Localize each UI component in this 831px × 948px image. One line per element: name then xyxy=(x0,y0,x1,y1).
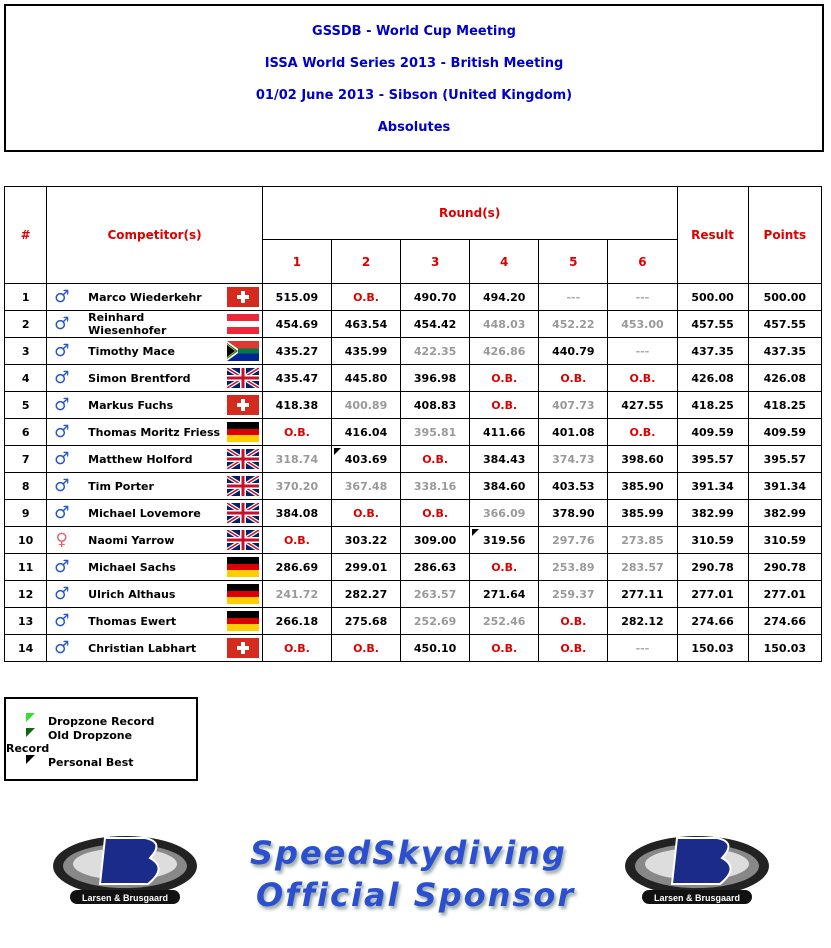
switzerland-flag-icon xyxy=(227,395,259,415)
male-icon: ♂ xyxy=(54,611,70,631)
legend-dropzone-record: Dropzone Record xyxy=(48,715,155,728)
round-4-score: 366.09 xyxy=(470,500,539,527)
round-4-score: 411.66 xyxy=(470,419,539,446)
uk-flag-icon xyxy=(227,503,259,523)
personal-best-marker xyxy=(26,755,35,764)
rank-cell: 12 xyxy=(5,581,47,608)
rounds-header: Round(s) xyxy=(262,187,677,240)
male-icon: ♂ xyxy=(54,395,70,415)
germany-flag-icon xyxy=(227,584,259,604)
round-6-score: 453.00 xyxy=(608,311,677,338)
austria-flag-icon xyxy=(227,314,259,334)
round-4-score: 271.64 xyxy=(470,581,539,608)
rank-cell: 13 xyxy=(5,608,47,635)
table-row xyxy=(5,500,822,527)
round-2-score: 299.01 xyxy=(331,554,400,581)
flag-cell xyxy=(225,311,263,338)
results-table xyxy=(4,186,822,662)
flag-cell xyxy=(225,338,263,365)
round-1-score: 318.74 xyxy=(262,446,331,473)
result-cell: 418.25 xyxy=(677,392,748,419)
round-5-score: 374.73 xyxy=(539,446,608,473)
result-cell: 290.78 xyxy=(677,554,748,581)
round-4-score: 426.86 xyxy=(470,338,539,365)
competitor-name: Thomas Moritz Friess xyxy=(76,419,225,446)
switzerland-flag-icon xyxy=(227,287,259,307)
round-3-score: 309.00 xyxy=(401,527,470,554)
table-row xyxy=(5,392,822,419)
round-6-score: 385.90 xyxy=(608,473,677,500)
points-cell: 409.59 xyxy=(748,419,821,446)
round-1-score: 435.47 xyxy=(262,365,331,392)
round-3-score: 408.83 xyxy=(401,392,470,419)
old-dropzone-record-marker xyxy=(26,728,35,737)
rank-cell: 8 xyxy=(5,473,47,500)
gender-cell xyxy=(47,554,76,581)
larsen-brusgaard-logo-right xyxy=(622,828,772,908)
table-row xyxy=(5,608,822,635)
south-africa-flag-icon xyxy=(227,341,259,361)
table-row xyxy=(5,581,822,608)
logo-caption-right: Larsen & Brusgaard xyxy=(653,893,741,903)
legend-record: Record xyxy=(6,742,50,755)
round-1-score: 241.72 xyxy=(262,581,331,608)
round-5-header: 5 xyxy=(539,240,608,284)
competitor-name: Marco Wiederkehr xyxy=(76,284,225,311)
points-cell: 395.57 xyxy=(748,446,821,473)
round-5-score: 401.08 xyxy=(539,419,608,446)
female-icon: ♀ xyxy=(55,530,68,550)
male-icon: ♂ xyxy=(54,422,70,442)
round-5-score: 378.90 xyxy=(539,500,608,527)
round-6-score: O.B. xyxy=(608,365,677,392)
round-6-score: 385.99 xyxy=(608,500,677,527)
round-5-score: 253.89 xyxy=(539,554,608,581)
table-row xyxy=(5,311,822,338)
round-2-score: 367.48 xyxy=(331,473,400,500)
result-cell: 310.59 xyxy=(677,527,748,554)
legend xyxy=(4,697,198,781)
round-6-score: O.B. xyxy=(608,419,677,446)
points-cell: 418.25 xyxy=(748,392,821,419)
round-5-score: O.B. xyxy=(539,608,608,635)
male-icon: ♂ xyxy=(54,503,70,523)
round-2-score: 445.80 xyxy=(331,365,400,392)
round-5-score: 452.22 xyxy=(539,311,608,338)
rank-cell: 4 xyxy=(5,365,47,392)
result-cell: 395.57 xyxy=(677,446,748,473)
table-row xyxy=(5,284,822,311)
male-icon: ♂ xyxy=(54,287,70,307)
round-5-score: --- xyxy=(539,284,608,311)
round-1-score: 418.38 xyxy=(262,392,331,419)
result-cell: 500.00 xyxy=(677,284,748,311)
male-icon: ♂ xyxy=(54,584,70,604)
date-location: 01/02 June 2013 - Sibson (United Kingdom) xyxy=(255,88,573,103)
round-2-score: 416.04 xyxy=(331,419,400,446)
round-1-score: 266.18 xyxy=(262,608,331,635)
competitor-name: Ulrich Althaus xyxy=(76,581,225,608)
gender-cell xyxy=(47,473,76,500)
male-icon: ♂ xyxy=(54,341,70,361)
gender-cell xyxy=(47,500,76,527)
round-3-score: 490.70 xyxy=(401,284,470,311)
points-cell: 382.99 xyxy=(748,500,821,527)
table-row xyxy=(5,365,822,392)
round-2-score: 435.99 xyxy=(331,338,400,365)
gender-cell xyxy=(47,419,76,446)
dropzone-record-marker xyxy=(26,713,35,722)
round-4-score: 319.56 xyxy=(470,527,539,554)
flag-cell xyxy=(225,446,263,473)
flag-cell xyxy=(225,419,263,446)
round-1-score: O.B. xyxy=(262,527,331,554)
gender-cell xyxy=(47,635,76,662)
round-1-score: 454.69 xyxy=(262,311,331,338)
round-2-score: 275.68 xyxy=(331,608,400,635)
competitor-name: Thomas Ewert xyxy=(76,608,225,635)
round-4-score: 252.46 xyxy=(470,608,539,635)
points-header: Points xyxy=(748,187,821,284)
round-3-header: 3 xyxy=(401,240,470,284)
sponsor-line-1: SpeedSkydiving xyxy=(250,834,567,872)
table-row xyxy=(5,446,822,473)
uk-flag-icon xyxy=(227,530,259,550)
gender-cell xyxy=(47,446,76,473)
competitor-name: Christian Labhart xyxy=(76,635,225,662)
competitor-name: Michael Sachs xyxy=(76,554,225,581)
series-title: ISSA World Series 2013 - British Meeting xyxy=(264,56,564,71)
rank-cell: 1 xyxy=(5,284,47,311)
round-1-header: 1 xyxy=(262,240,331,284)
round-1-score: 384.08 xyxy=(262,500,331,527)
result-cell: 409.59 xyxy=(677,419,748,446)
rank-cell: 11 xyxy=(5,554,47,581)
points-cell: 290.78 xyxy=(748,554,821,581)
points-cell: 437.35 xyxy=(748,338,821,365)
rank-cell: 5 xyxy=(5,392,47,419)
legend-personal-best: Personal Best xyxy=(48,756,134,769)
flag-cell xyxy=(225,392,263,419)
rank-header: # xyxy=(5,187,47,284)
round-2-score: 463.54 xyxy=(331,311,400,338)
round-4-header: 4 xyxy=(470,240,539,284)
flag-cell xyxy=(225,581,263,608)
points-cell: 274.66 xyxy=(748,608,821,635)
switzerland-flag-icon xyxy=(227,638,259,658)
round-4-score: 494.20 xyxy=(470,284,539,311)
round-1-score: 370.20 xyxy=(262,473,331,500)
rank-cell: 7 xyxy=(5,446,47,473)
points-cell: 310.59 xyxy=(748,527,821,554)
round-2-score: O.B. xyxy=(331,284,400,311)
rank-cell: 14 xyxy=(5,635,47,662)
round-1-score: O.B. xyxy=(262,635,331,662)
points-cell: 457.55 xyxy=(748,311,821,338)
points-cell: 426.08 xyxy=(748,365,821,392)
result-cell: 426.08 xyxy=(677,365,748,392)
result-header: Result xyxy=(677,187,748,284)
uk-flag-icon xyxy=(227,476,259,496)
gender-cell xyxy=(47,392,76,419)
round-3-score: 263.57 xyxy=(401,581,470,608)
flag-cell xyxy=(225,500,263,527)
meeting-title: GSSDB - World Cup Meeting xyxy=(312,24,516,39)
flag-cell xyxy=(225,554,263,581)
competitor-name: Michael Lovemore xyxy=(76,500,225,527)
male-icon: ♂ xyxy=(54,638,70,658)
round-2-score: 303.22 xyxy=(331,527,400,554)
gender-cell xyxy=(47,338,76,365)
round-4-score: 384.60 xyxy=(470,473,539,500)
sponsor-line-2: Official Sponsor xyxy=(256,876,576,914)
round-3-score: 450.10 xyxy=(401,635,470,662)
round-6-score: 277.11 xyxy=(608,581,677,608)
round-5-score: 259.37 xyxy=(539,581,608,608)
round-3-score: 252.69 xyxy=(401,608,470,635)
flag-cell xyxy=(225,527,263,554)
round-6-score: --- xyxy=(608,635,677,662)
result-cell: 277.01 xyxy=(677,581,748,608)
rank-cell: 6 xyxy=(5,419,47,446)
round-5-score: 407.73 xyxy=(539,392,608,419)
competitor-name: Simon Brentford xyxy=(76,365,225,392)
germany-flag-icon xyxy=(227,422,259,442)
flag-cell xyxy=(225,608,263,635)
germany-flag-icon xyxy=(227,557,259,577)
round-3-score: 396.98 xyxy=(401,365,470,392)
male-icon: ♂ xyxy=(54,449,70,469)
gender-cell xyxy=(47,608,76,635)
points-cell: 500.00 xyxy=(748,284,821,311)
round-1-score: 515.09 xyxy=(262,284,331,311)
round-1-score: 286.69 xyxy=(262,554,331,581)
male-icon: ♂ xyxy=(54,557,70,577)
round-4-score: O.B. xyxy=(470,554,539,581)
round-3-score: 338.16 xyxy=(401,473,470,500)
gender-cell xyxy=(47,581,76,608)
male-icon: ♂ xyxy=(54,476,70,496)
meeting-header xyxy=(4,4,824,152)
male-icon: ♂ xyxy=(54,368,70,388)
competitor-name: Reinhard Wiesenhofer xyxy=(76,311,225,338)
round-6-score: 427.55 xyxy=(608,392,677,419)
round-4-score: O.B. xyxy=(470,635,539,662)
round-6-score: 282.12 xyxy=(608,608,677,635)
result-cell: 274.66 xyxy=(677,608,748,635)
competitor-name: Naomi Yarrow xyxy=(76,527,225,554)
points-cell: 277.01 xyxy=(748,581,821,608)
round-4-score: O.B. xyxy=(470,365,539,392)
result-cell: 391.34 xyxy=(677,473,748,500)
gender-cell xyxy=(47,527,76,554)
category-label: Absolutes xyxy=(377,120,451,135)
round-4-score: 448.03 xyxy=(470,311,539,338)
rank-cell: 10 xyxy=(5,527,47,554)
round-1-score: O.B. xyxy=(262,419,331,446)
gender-cell xyxy=(47,365,76,392)
rank-cell: 9 xyxy=(5,500,47,527)
round-3-score: 422.35 xyxy=(401,338,470,365)
result-cell: 150.03 xyxy=(677,635,748,662)
round-2-score: O.B. xyxy=(331,500,400,527)
round-2-score: 403.69 xyxy=(331,446,400,473)
round-5-score: O.B. xyxy=(539,635,608,662)
round-6-score: --- xyxy=(608,338,677,365)
rank-cell: 2 xyxy=(5,311,47,338)
result-cell: 382.99 xyxy=(677,500,748,527)
table-row xyxy=(5,338,822,365)
round-3-score: O.B. xyxy=(401,446,470,473)
round-2-score: O.B. xyxy=(331,635,400,662)
round-2-score: 282.27 xyxy=(331,581,400,608)
round-3-score: 286.63 xyxy=(401,554,470,581)
result-cell: 437.35 xyxy=(677,338,748,365)
rank-cell: 3 xyxy=(5,338,47,365)
competitor-name: Matthew Holford xyxy=(76,446,225,473)
result-cell: 457.55 xyxy=(677,311,748,338)
competitor-name: Tim Porter xyxy=(76,473,225,500)
table-row xyxy=(5,554,822,581)
flag-cell xyxy=(225,284,263,311)
flag-cell xyxy=(225,473,263,500)
round-5-score: 297.76 xyxy=(539,527,608,554)
round-4-score: O.B. xyxy=(470,392,539,419)
competitor-header: Competitor(s) xyxy=(47,187,263,284)
uk-flag-icon xyxy=(227,368,259,388)
flag-cell xyxy=(225,365,263,392)
uk-flag-icon xyxy=(227,449,259,469)
larsen-brusgaard-logo-left xyxy=(50,828,200,908)
sponsor-banner xyxy=(0,820,831,948)
points-cell: 391.34 xyxy=(748,473,821,500)
round-3-score: 454.42 xyxy=(401,311,470,338)
flag-cell xyxy=(225,635,263,662)
round-2-score: 400.89 xyxy=(331,392,400,419)
germany-flag-icon xyxy=(227,611,259,631)
round-4-score: 384.43 xyxy=(470,446,539,473)
logo-caption-left: Larsen & Brusgaard xyxy=(81,893,169,903)
competitor-name: Timothy Mace xyxy=(76,338,225,365)
round-1-score: 435.27 xyxy=(262,338,331,365)
round-6-score: --- xyxy=(608,284,677,311)
round-6-score: 283.57 xyxy=(608,554,677,581)
legend-old-dropzone: Old Dropzone xyxy=(48,729,133,742)
table-row xyxy=(5,419,822,446)
gender-cell xyxy=(47,284,76,311)
results-body xyxy=(5,284,822,662)
male-icon: ♂ xyxy=(54,314,70,334)
round-6-score: 273.85 xyxy=(608,527,677,554)
round-3-score: O.B. xyxy=(401,500,470,527)
table-row xyxy=(5,527,822,554)
round-6-score: 398.60 xyxy=(608,446,677,473)
points-cell: 150.03 xyxy=(748,635,821,662)
round-2-header: 2 xyxy=(331,240,400,284)
gender-cell xyxy=(47,311,76,338)
table-row xyxy=(5,635,822,662)
round-5-score: O.B. xyxy=(539,365,608,392)
table-row xyxy=(5,473,822,500)
round-6-header: 6 xyxy=(608,240,677,284)
round-5-score: 403.53 xyxy=(539,473,608,500)
round-3-score: 395.81 xyxy=(401,419,470,446)
round-5-score: 440.79 xyxy=(539,338,608,365)
competitor-name: Markus Fuchs xyxy=(76,392,225,419)
